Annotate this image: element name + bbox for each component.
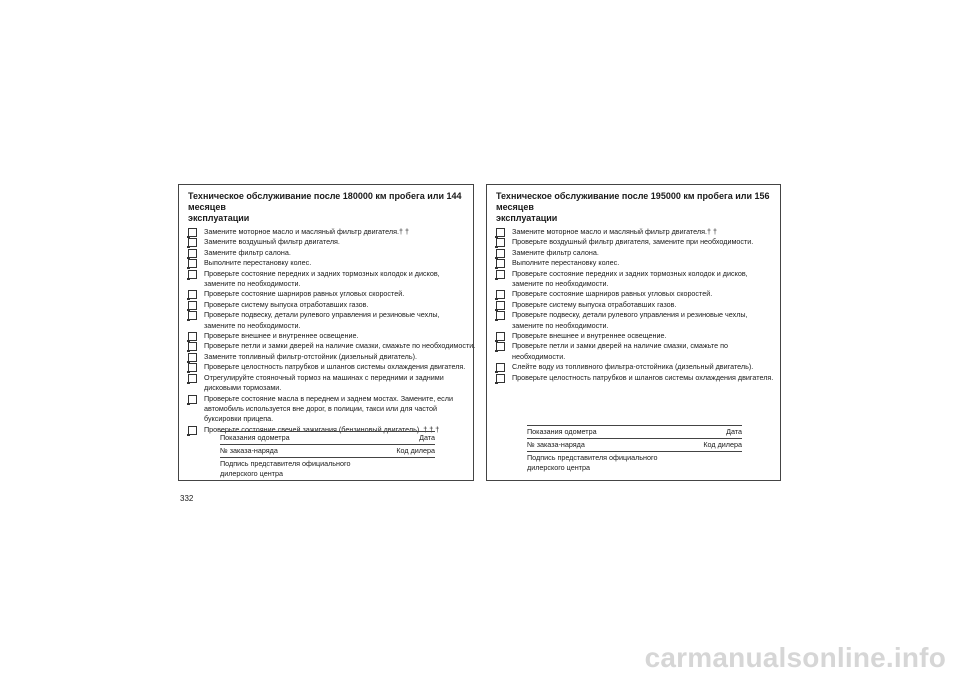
dealer-code-label: Код дилера (703, 440, 742, 449)
task-item (187, 310, 465, 331)
task-item (495, 341, 772, 362)
checkbox[interactable] (188, 228, 197, 237)
task-item: Проверьте целостность патрубков и шлангов системы охлаждения двигателя. (495, 373, 772, 383)
checkbox[interactable] (496, 238, 505, 247)
checkbox[interactable] (496, 363, 505, 372)
checkbox[interactable] (496, 374, 505, 383)
task-list (495, 227, 772, 383)
checkbox[interactable] (188, 395, 197, 404)
task-item: Проверьте воздушный фильтр двигателя, замените при необходимости. (495, 237, 772, 247)
checkbox[interactable] (496, 290, 505, 299)
checkbox[interactable] (496, 249, 505, 258)
task-item: Проверьте петли и замки дверей на наличие смазки, смажьте по необходимости. (187, 341, 465, 351)
date-label: Дата (419, 433, 435, 442)
task-text: Проверьте состояние передних и задних тормозных колодок и дисков, замените по необходимости. (512, 268, 748, 289)
task-item: Выполните перестановку колес. (187, 258, 465, 268)
checkbox[interactable] (188, 374, 197, 383)
task-item: Слейте воду из топливного фильтра-отстойника (дизельный двигатель). (495, 362, 772, 372)
checkbox[interactable] (188, 270, 197, 279)
dealer-signature-block (527, 425, 742, 473)
order-label: № заказа-наряда (527, 440, 585, 449)
checkbox[interactable] (188, 363, 197, 372)
dealer-code-label: Код дилера (396, 446, 435, 455)
task-item (495, 310, 772, 331)
task-item: Замените топливный фильтр-отстойник (дизельный двигатель). (187, 352, 465, 362)
task-item: Проверьте систему выпуска отработавших газов. (187, 300, 465, 310)
card-title: Техническое обслуживание после 180000 км пробега или 144 месяцев эксплуатации (188, 191, 462, 223)
signature-label: Подпись представителя официального дилерского центра (527, 453, 658, 472)
checkbox[interactable] (496, 259, 505, 268)
odometer-label: Показания одометра (527, 427, 597, 436)
date-label: Дата (726, 427, 742, 436)
task-text: Проверьте состояние масла в переднем и заднем мостах. Замените, если автомобиль используется вне дорог, в полиции, такси или для частой буксировки прицепа. (204, 393, 453, 424)
task-text: Проверьте состояние передних и задних тормозных колодок и дисков, замените по необходимости. (204, 268, 440, 289)
order-label: № заказа-наряда (220, 446, 278, 455)
odometer-label: Показания одометра (220, 433, 290, 442)
task-item (495, 269, 772, 290)
task-item: Замените фильтр салона. (495, 248, 772, 258)
checkbox[interactable] (188, 311, 197, 320)
checkbox[interactable] (188, 342, 197, 351)
maintenance-card-195000 (486, 184, 781, 481)
checkbox[interactable] (496, 228, 505, 237)
task-item: Замените моторное масло и масляный фильтр двигателя.† † (495, 227, 772, 237)
checkbox[interactable] (188, 259, 197, 268)
task-item: Выполните перестановку колес. (495, 258, 772, 268)
task-list (187, 227, 476, 435)
checkbox[interactable] (188, 290, 197, 299)
checkbox[interactable] (188, 238, 197, 247)
checkbox[interactable] (188, 332, 197, 341)
task-item: Проверьте систему выпуска отработавших газов. (495, 300, 772, 310)
task-item: Проверьте целостность патрубков и шлангов системы охлаждения двигателя. (187, 362, 465, 372)
checkbox[interactable] (496, 270, 505, 279)
checkbox[interactable] (188, 353, 197, 362)
task-item: Проверьте внешнее и внутреннее освещение. (495, 331, 772, 341)
checkbox[interactable] (496, 301, 505, 310)
checkbox[interactable] (188, 249, 197, 258)
task-item: Проверьте состояние шарниров равных угловых скоростей. (495, 289, 772, 299)
signature-label: Подпись представителя официального дилерского центра (220, 459, 351, 478)
checkbox[interactable] (188, 426, 197, 435)
task-item: Замените моторное масло и масляный фильтр двигателя.† † (187, 227, 465, 237)
checkbox[interactable] (496, 332, 505, 341)
task-text: Проверьте петли и замки дверей на наличие смазки, смажьте по необходимости. (512, 341, 729, 361)
task-item: Проверьте внешнее и внутреннее освещение. (187, 331, 465, 341)
watermark-text: carmanualsonline.info (644, 642, 946, 673)
task-item: Проверьте состояние свечей зажигания (бензиновый двигатель). † † † (187, 425, 465, 435)
task-item (187, 373, 465, 394)
checkbox[interactable] (496, 342, 505, 351)
task-item (187, 269, 465, 290)
task-text: Проверьте подвеску, детали рулевого управления и резиновые чехлы, замените по необходимости. (204, 310, 440, 330)
card-title: Техническое обслуживание после 195000 км пробега или 156 месяцев эксплуатации (496, 191, 770, 223)
dealer-signature-block (220, 431, 435, 479)
task-text: Проверьте подвеску, детали рулевого управления и резиновые чехлы, замените по необходимости. (512, 310, 748, 330)
task-item: Замените фильтр салона. (187, 248, 465, 258)
task-item: Проверьте состояние шарниров равных угловых скоростей. (187, 289, 465, 299)
checkbox[interactable] (496, 311, 505, 320)
task-item (187, 394, 465, 425)
page-number: 332 (180, 494, 194, 503)
checkbox[interactable] (188, 301, 197, 310)
task-text: Отрегулируйте стояночный тормоз на машинах с передними и задними дисковыми тормозами. (204, 372, 444, 393)
maintenance-card-180000 (178, 184, 474, 481)
task-item: Замените воздушный фильтр двигателя. (187, 237, 465, 247)
